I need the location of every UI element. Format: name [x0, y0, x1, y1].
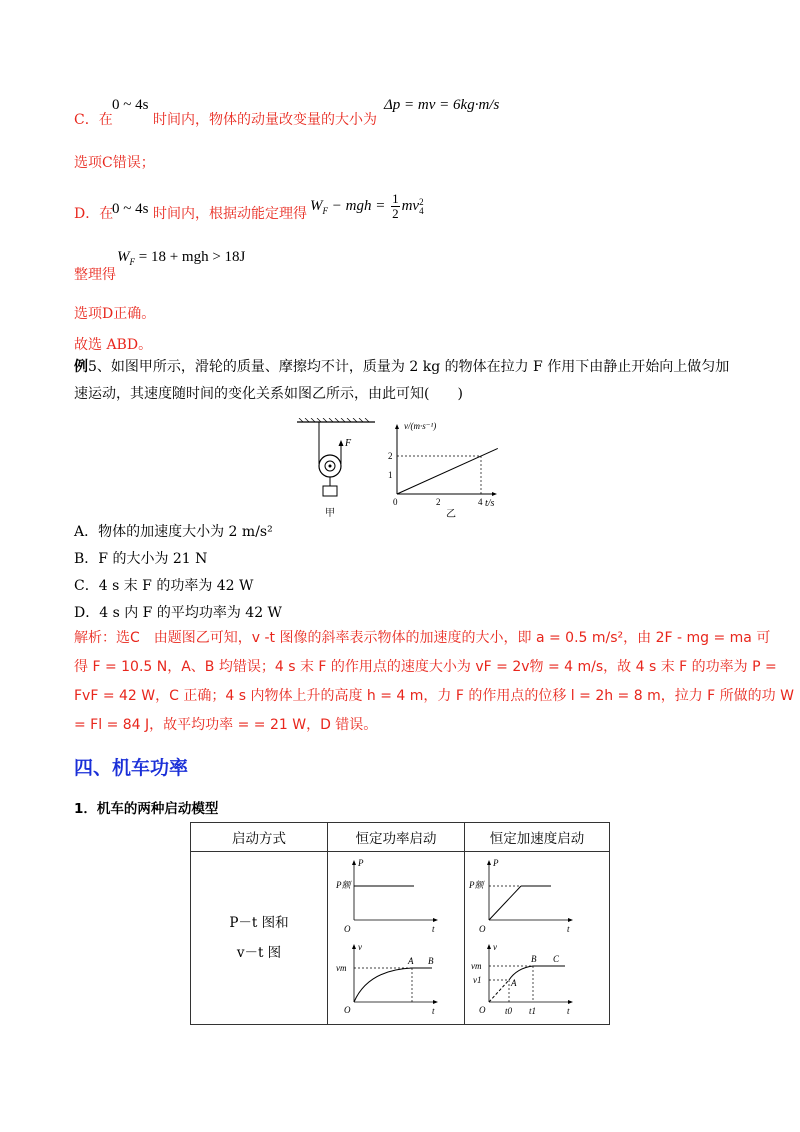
- c-prefix: C．在: [74, 112, 113, 128]
- cp-pt-level-label: P额: [336, 880, 351, 890]
- fraction-numerator: 1: [392, 191, 399, 206]
- section-heading: 四、机车功率: [74, 757, 189, 779]
- force-arrow: [339, 440, 344, 446]
- header-startup-mode: 启动方式: [191, 823, 328, 852]
- ca-pt-xaxis-label: t: [567, 924, 570, 934]
- solution-line-4: = Fl = 84 J，故平均功率 = = 21 W，D 错误。: [74, 717, 378, 733]
- d-formula-rest: − mgh =: [331, 197, 386, 214]
- ca-pt-graph: [468, 858, 573, 934]
- d-formula-fraction: [391, 192, 400, 221]
- d-interval: 0 ~ 4s: [112, 201, 149, 217]
- ca-vt-v1-label: v1: [473, 975, 482, 985]
- d-formula-lhs: W: [310, 197, 323, 214]
- options-list: [74, 519, 282, 627]
- ceiling-support: [297, 418, 375, 422]
- figure-yi-caption: 乙: [446, 509, 456, 520]
- c-interval: 0 ~ 4s: [112, 97, 149, 113]
- solution-line-3: FvF = 42 W，C 正确；4 s 内物体上升的高度 h = 4 m，力 F 的作用点的位移 l = 2h = 8 m，拉力 F 所做的功 W: [74, 688, 794, 704]
- example5-text: [74, 354, 734, 408]
- c-verdict: 选项C错误；: [74, 155, 155, 171]
- constant-power-svg: [328, 852, 464, 1020]
- c-line: [74, 109, 113, 129]
- table-row: [191, 852, 610, 1025]
- header-constant-power: 恒定功率启动: [328, 823, 465, 852]
- option-d: D．4 s 内 F 的平均功率为 42 W: [74, 605, 282, 621]
- x-tick-label-0: 0: [393, 497, 398, 507]
- d-formula-tail-scripts: [419, 198, 424, 216]
- example5-line2: 速运动，其速度随时间的变化关系如图乙所示，由此可知( ): [74, 386, 463, 402]
- ca-vt-point-b: B: [531, 954, 537, 964]
- cp-pt-origin: O: [344, 924, 351, 934]
- d-simplify-prefix: 整理得: [74, 267, 116, 283]
- cp-pt-xaxis-label: t: [432, 924, 435, 934]
- ca-vt-point-c: C: [553, 954, 560, 964]
- d-formula-lhs-sub: F: [322, 205, 328, 216]
- cp-vt-origin: O: [344, 1005, 351, 1015]
- ca-vt-point-a: A: [511, 978, 517, 988]
- constant-power-graphs: [328, 852, 465, 1025]
- startup-model-table: [190, 822, 610, 1025]
- ca-pt-yaxis-label: P: [493, 858, 499, 868]
- x-tick-label-4: 4: [478, 497, 483, 507]
- ca-vt-vm-label: vm: [471, 961, 482, 971]
- figure-jia-caption: 甲: [325, 508, 335, 519]
- ca-vt-t0-label: t0: [505, 1006, 513, 1016]
- example5-label: 例: [74, 359, 88, 375]
- solution-block: [74, 624, 794, 740]
- pulley-center: [329, 465, 332, 468]
- cp-pt-yaxis-label: P: [358, 858, 364, 868]
- ca-pt-level-label: P额: [469, 880, 484, 890]
- x-tick-label-2: 2: [436, 497, 441, 507]
- ca-vt-yaxis-label: v: [493, 942, 497, 952]
- y-axis-arrow: [395, 424, 399, 429]
- row-label-line2: v－t 图: [236, 945, 282, 961]
- y-tick-label-2: 2: [388, 451, 393, 461]
- mass-block: [323, 486, 337, 496]
- option-c: C．4 s 末 F 的功率为 42 W: [74, 578, 254, 594]
- ca-pt-origin: O: [479, 924, 486, 934]
- d-simplify-formula: [117, 249, 245, 267]
- velocity-series-line: [397, 448, 498, 494]
- d-prefix: D．在: [74, 206, 114, 222]
- tail-sub: 4: [419, 205, 424, 216]
- d-formula-tail: mv: [401, 197, 420, 214]
- y-tick-label-1: 1: [388, 470, 393, 480]
- y-axis-label: v/(m·s⁻¹): [404, 421, 437, 431]
- ca-vt-ramp: [489, 980, 509, 1002]
- cp-vt-graph: [336, 942, 438, 1016]
- x-axis-arrow: [492, 492, 497, 496]
- pulley-figure: [295, 418, 377, 522]
- c-mid-text: 时间内，物体的动量改变量的大小为: [153, 112, 377, 128]
- cp-vt-point-b: B: [428, 956, 434, 966]
- row-label: [191, 852, 328, 1025]
- option-b: B．F 的大小为 21 N: [74, 551, 208, 567]
- fraction-denominator: 2: [392, 206, 399, 221]
- simplify-lhs: W: [117, 249, 130, 265]
- ca-vt-graph: [471, 942, 573, 1016]
- force-label: F: [345, 438, 352, 449]
- vt-chart: [383, 418, 508, 522]
- header-constant-acceleration: 恒定加速度启动: [465, 823, 610, 852]
- ca-pt-ramp: [489, 886, 521, 920]
- table-header-row: [191, 823, 610, 852]
- solution-line-2: 得 F = 10.5 N，A、B 均错误；4 s 末 F 的作用点的速度大小为 vF = 2v物 = 4 m/s，故 4 s 末 F 的功率为 P =: [74, 659, 777, 675]
- ca-vt-t1-label: t1: [529, 1006, 537, 1016]
- c-formula: Δp = mv = 6kg·m/s: [384, 97, 500, 113]
- tail-sup: 2: [419, 196, 424, 207]
- cp-pt-graph: [335, 858, 438, 934]
- constant-acceleration-svg: [465, 852, 609, 1020]
- cp-vt-xaxis-label: t: [432, 1006, 435, 1016]
- example5-line1: [74, 354, 734, 381]
- x-axis-label: t/s: [485, 498, 495, 509]
- cp-vt-curve: [354, 968, 412, 1002]
- d-verdict: 选项D正确。: [74, 306, 156, 322]
- simplify-lhs-sub: F: [129, 257, 135, 267]
- answer-line: 故选 ABD。: [74, 337, 153, 353]
- cp-vt-yaxis-label: v: [358, 942, 362, 952]
- cp-vt-level-label: vm: [336, 963, 347, 973]
- cp-vt-point-a: A: [408, 956, 414, 966]
- option-a: A．物体的加速度大小为 2 m/s²: [74, 524, 273, 540]
- example5-line1-text: 5、如图甲所示，滑轮的质量、摩擦均不计，质量为 2 kg 的物体在拉力 F 作用下由静止开始向上做匀加: [88, 359, 730, 375]
- solution-line-1: 解析：选C 由题图乙可知，v -t 图像的斜率表示物体的加速度的大小，即 a = 0.5 m/s²，由 2F - mg = ma 可: [74, 630, 771, 646]
- subsection-heading: 1．机车的两种启动模型: [74, 801, 219, 817]
- ca-vt-xaxis-label: t: [567, 1006, 570, 1016]
- constant-acceleration-graphs: [465, 852, 610, 1025]
- d-mid-text: 时间内，根据动能定理得: [153, 206, 307, 222]
- simplify-rest: = 18 + mgh > 18J: [138, 249, 246, 265]
- row-label-line1: P－t 图和: [229, 915, 289, 931]
- ca-vt-origin: O: [479, 1005, 486, 1015]
- d-formula: [310, 192, 424, 221]
